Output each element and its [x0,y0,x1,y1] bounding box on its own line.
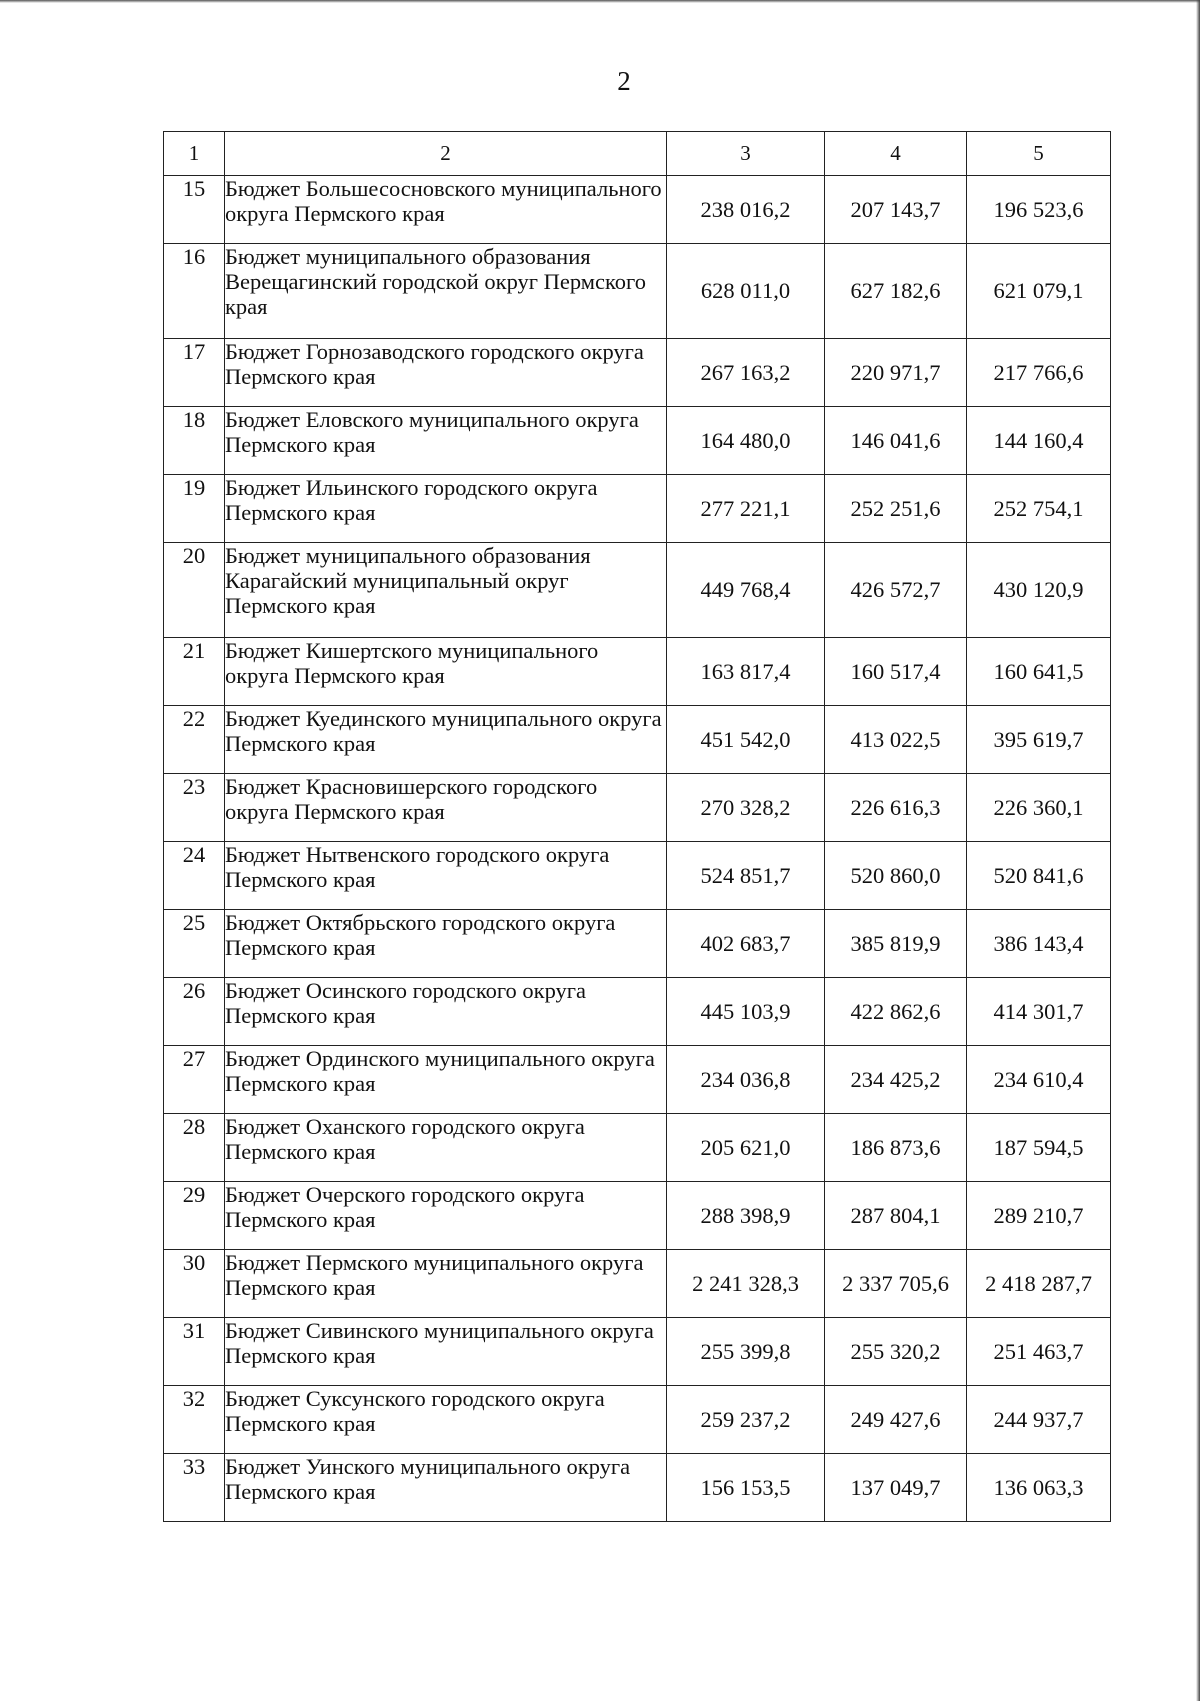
row-number: 16 [164,244,225,339]
budget-name: Бюджет Кишертского муниципального округа Пермского края [225,638,667,706]
value-col-3: 628 011,0 [667,244,825,339]
table-row [164,1386,1111,1454]
value-col-5: 251 463,7 [967,1318,1111,1386]
table-row [164,706,1111,774]
value-col-3: 164 480,0 [667,407,825,475]
value-col-5: 244 937,7 [967,1386,1111,1454]
budget-name: Бюджет Оханского городского округа Пермского края [225,1114,667,1182]
table-row [164,475,1111,543]
row-number: 23 [164,774,225,842]
value-col-3: 445 103,9 [667,978,825,1046]
budget-name: Бюджет Еловского муниципального округа Пермского края [225,407,667,475]
value-col-4: 249 427,6 [825,1386,967,1454]
table-row [164,978,1111,1046]
value-col-5: 386 143,4 [967,910,1111,978]
row-number: 24 [164,842,225,910]
value-col-5: 226 360,1 [967,774,1111,842]
value-col-3: 270 328,2 [667,774,825,842]
value-col-3: 451 542,0 [667,706,825,774]
table-row [164,774,1111,842]
value-col-5: 621 079,1 [967,244,1111,339]
value-col-4: 146 041,6 [825,407,967,475]
value-col-3: 163 817,4 [667,638,825,706]
header-col-1: 1 [164,132,225,176]
row-number: 20 [164,543,225,638]
budget-name: Бюджет Ильинского городского округа Пермского края [225,475,667,543]
row-number: 25 [164,910,225,978]
budget-name: Бюджет Большесосновского муниципального округа Пермского края [225,176,667,244]
page-number: 2 [617,66,631,96]
value-col-3: 277 221,1 [667,475,825,543]
value-col-3: 267 163,2 [667,339,825,407]
value-col-5: 414 301,7 [967,978,1111,1046]
header-col-4: 4 [825,132,967,176]
budget-name: Бюджет Ординского муниципального округа Пермского края [225,1046,667,1114]
value-col-3: 234 036,8 [667,1046,825,1114]
value-col-5: 196 523,6 [967,176,1111,244]
table-row [164,244,1111,339]
value-col-4: 137 049,7 [825,1454,967,1522]
value-col-4: 287 804,1 [825,1182,967,1250]
value-col-4: 520 860,0 [825,842,967,910]
row-number: 17 [164,339,225,407]
row-number: 22 [164,706,225,774]
row-number: 30 [164,1250,225,1318]
header-col-5: 5 [967,132,1111,176]
value-col-3: 255 399,8 [667,1318,825,1386]
budget-name: Бюджет Суксунского городского округа Пермского края [225,1386,667,1454]
table-row [164,1182,1111,1250]
value-col-5: 144 160,4 [967,407,1111,475]
value-col-5: 395 619,7 [967,706,1111,774]
budget-name: Бюджет Октябрьского городского округа Пермского края [225,910,667,978]
value-col-3: 524 851,7 [667,842,825,910]
budget-name: Бюджет Осинского городского округа Пермского края [225,978,667,1046]
value-col-5: 2 418 287,7 [967,1250,1111,1318]
row-number: 32 [164,1386,225,1454]
value-col-3: 205 621,0 [667,1114,825,1182]
value-col-4: 255 320,2 [825,1318,967,1386]
table-row [164,1454,1111,1522]
value-col-3: 259 237,2 [667,1386,825,1454]
value-col-4: 426 572,7 [825,543,967,638]
value-col-4: 186 873,6 [825,1114,967,1182]
value-col-4: 226 616,3 [825,774,967,842]
value-col-4: 207 143,7 [825,176,967,244]
value-col-4: 234 425,2 [825,1046,967,1114]
table-row [164,1318,1111,1386]
table-row [164,842,1111,910]
budget-table [163,131,1111,1522]
budget-name: Бюджет Красновишерского городского округа Пермского края [225,774,667,842]
table-body [164,176,1111,1522]
value-col-3: 156 153,5 [667,1454,825,1522]
row-number: 33 [164,1454,225,1522]
budget-name: Бюджет муниципального образования Карагайский муниципальный округ Пермского края [225,543,667,638]
table-row [164,910,1111,978]
value-col-5: 187 594,5 [967,1114,1111,1182]
value-col-4: 422 862,6 [825,978,967,1046]
scan-edge-top [0,0,1200,3]
value-col-5: 136 063,3 [967,1454,1111,1522]
value-col-5: 160 641,5 [967,638,1111,706]
value-col-4: 252 251,6 [825,475,967,543]
budget-name: Бюджет Нытвенского городского округа Пермского края [225,842,667,910]
table-row [164,1250,1111,1318]
header-col-2: 2 [225,132,667,176]
budget-name: Бюджет Пермского муниципального округа Пермского края [225,1250,667,1318]
value-col-4: 413 022,5 [825,706,967,774]
value-col-5: 520 841,6 [967,842,1111,910]
value-col-3: 2 241 328,3 [667,1250,825,1318]
value-col-4: 160 517,4 [825,638,967,706]
row-number: 18 [164,407,225,475]
row-number: 31 [164,1318,225,1386]
budget-name: Бюджет Сивинского муниципального округа Пермского края [225,1318,667,1386]
row-number: 15 [164,176,225,244]
value-col-5: 234 610,4 [967,1046,1111,1114]
value-col-3: 449 768,4 [667,543,825,638]
row-number: 26 [164,978,225,1046]
value-col-5: 217 766,6 [967,339,1111,407]
table-row [164,1046,1111,1114]
value-col-4: 2 337 705,6 [825,1250,967,1318]
budget-name: Бюджет муниципального образования Верещагинский городской округ Пермского края [225,244,667,339]
budget-name: Бюджет Куединского муниципального округа Пермского края [225,706,667,774]
budget-name: Бюджет Горнозаводского городского округа Пермского края [225,339,667,407]
table-row [164,1114,1111,1182]
value-col-4: 385 819,9 [825,910,967,978]
value-col-5: 289 210,7 [967,1182,1111,1250]
table-row [164,339,1111,407]
row-number: 28 [164,1114,225,1182]
table-header-row [164,132,1111,176]
row-number: 29 [164,1182,225,1250]
header-col-3: 3 [667,132,825,176]
row-number: 27 [164,1046,225,1114]
row-number: 21 [164,638,225,706]
scan-edge-right [1196,0,1200,1701]
value-col-5: 252 754,1 [967,475,1111,543]
table-row [164,407,1111,475]
row-number: 19 [164,475,225,543]
table-row [164,638,1111,706]
table-row [164,176,1111,244]
budget-name: Бюджет Очерского городского округа Пермского края [225,1182,667,1250]
value-col-5: 430 120,9 [967,543,1111,638]
value-col-3: 238 016,2 [667,176,825,244]
value-col-4: 220 971,7 [825,339,967,407]
value-col-3: 402 683,7 [667,910,825,978]
value-col-3: 288 398,9 [667,1182,825,1250]
value-col-4: 627 182,6 [825,244,967,339]
table-row [164,543,1111,638]
budget-name: Бюджет Уинского муниципального округа Пермского края [225,1454,667,1522]
